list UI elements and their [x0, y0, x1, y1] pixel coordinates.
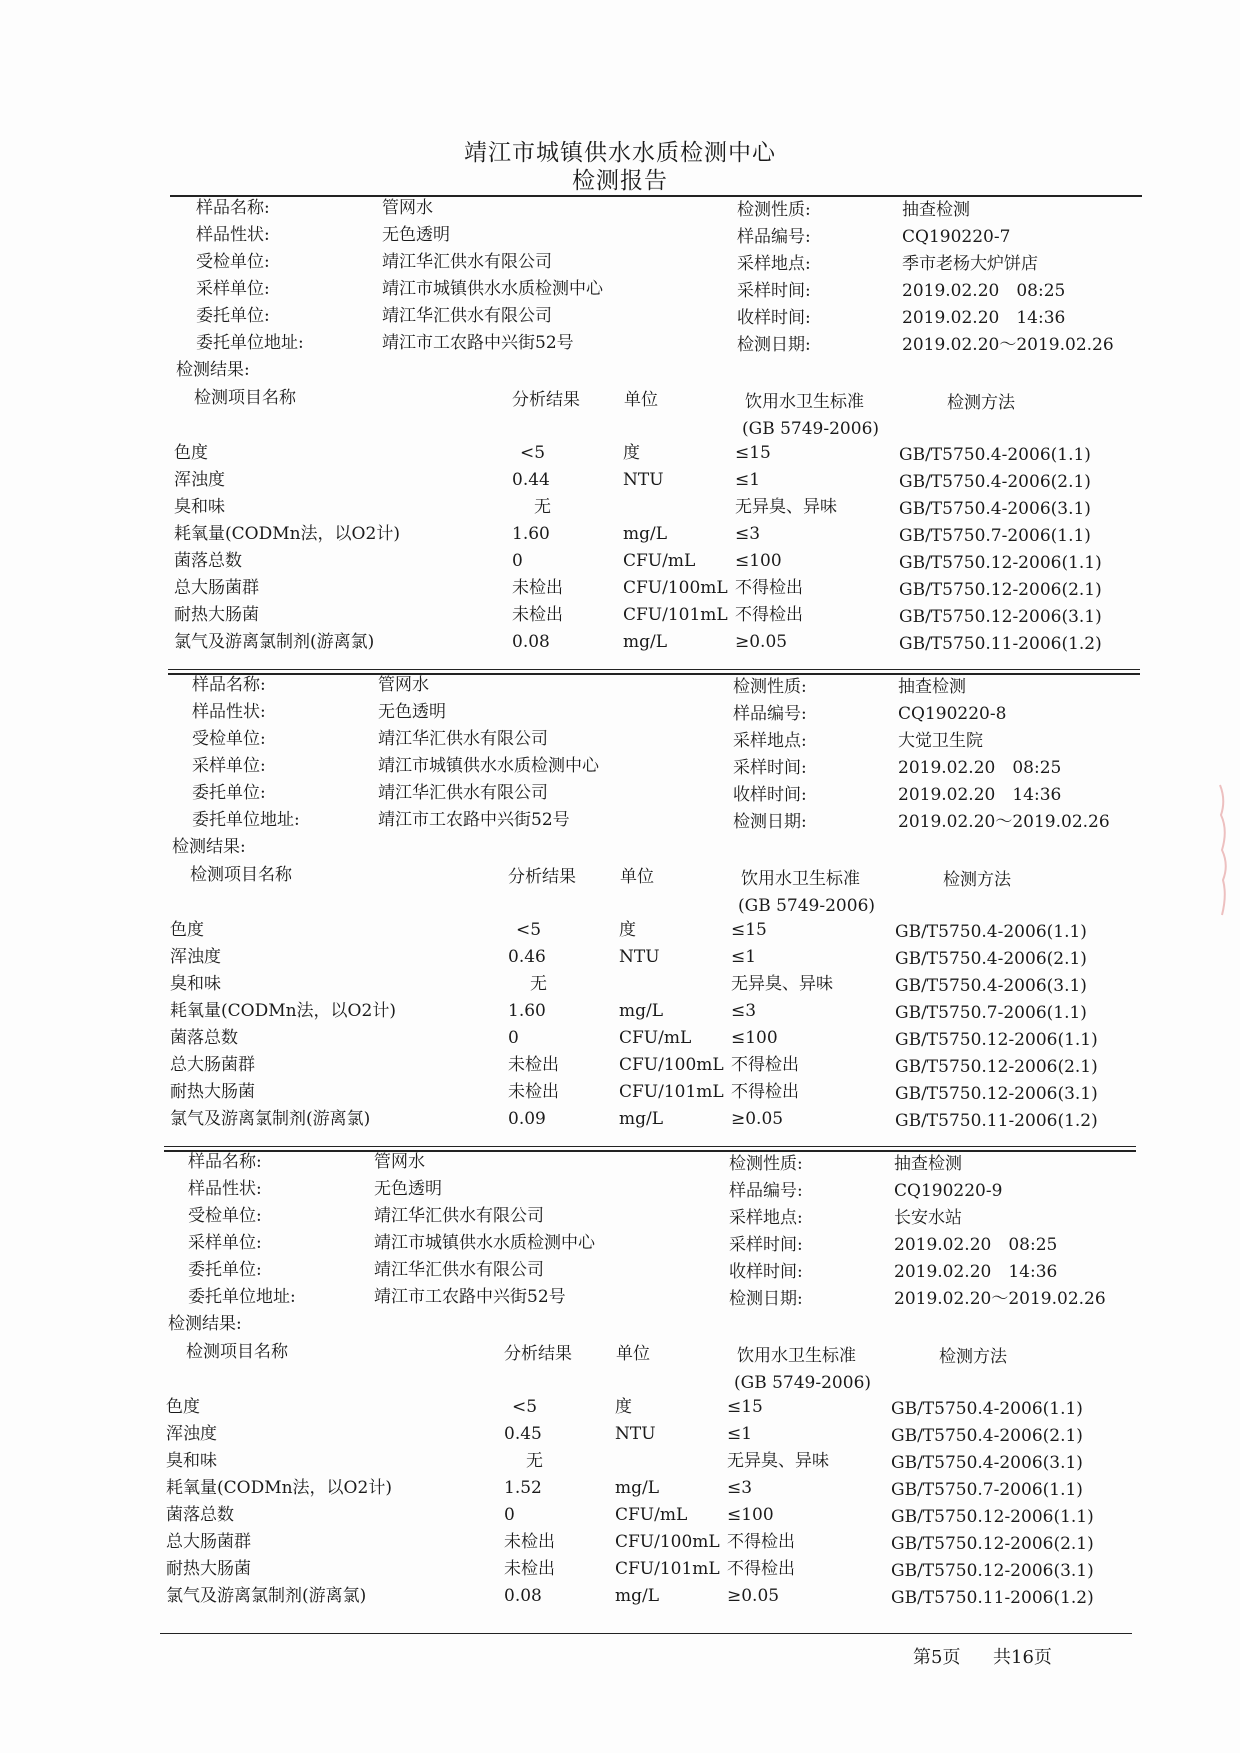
cell-result: 0: [512, 551, 523, 571]
cell-result: <5: [516, 920, 542, 940]
field-label-sampling-unit: 采样单位:: [188, 1233, 262, 1253]
cell-unit: mg/L: [615, 1586, 660, 1606]
col-header-method: 检测方法: [947, 393, 1015, 413]
stamp-mark: [1218, 780, 1232, 920]
cell-method: GB/T5750.7-2006(1.1): [899, 526, 1091, 546]
cell-standard: ≥0.05: [731, 1109, 784, 1129]
field-label-sample-name: 样品名称:: [196, 198, 270, 218]
field-value-inspected-unit: 靖江华汇供水有限公司: [382, 252, 552, 272]
cell-item: 氯气及游离氯制剂(游离氯): [174, 632, 375, 652]
cell-standard: ≤15: [735, 443, 771, 463]
results-label: 检测结果:: [172, 837, 246, 857]
cell-method: GB/T5750.12-2006(3.1): [891, 1561, 1094, 1581]
results-label: 检测结果:: [168, 1314, 242, 1334]
field-label-sampling-time: 采样时间:: [733, 758, 807, 778]
cell-unit: CFU/mL: [619, 1028, 692, 1048]
field-value-sampling-time: 2019.02.20 08:25: [898, 758, 1062, 778]
cell-result: 0.45: [504, 1424, 542, 1444]
cell-result: 未检出: [508, 1055, 559, 1075]
field-value-receive-time: 2019.02.20 14:36: [894, 1262, 1058, 1282]
cell-standard: ≤15: [727, 1397, 763, 1417]
cell-item: 耗氧量(CODMn法，以O2计): [170, 1001, 396, 1021]
cell-method: GB/T5750.11-2006(1.2): [891, 1588, 1094, 1608]
cell-method: GB/T5750.7-2006(1.1): [891, 1480, 1083, 1500]
field-value-sampling-unit: 靖江市城镇供水水质检测中心: [374, 1233, 595, 1253]
cell-result: 无: [534, 497, 551, 517]
field-value-sample-name: 管网水: [378, 675, 429, 695]
field-value-sampling-location: 长安水站: [894, 1208, 962, 1228]
field-label-inspected-unit: 受检单位:: [192, 729, 266, 749]
cell-unit: NTU: [615, 1424, 656, 1444]
field-value-client-address: 靖江市工农路中兴街52号: [374, 1287, 566, 1307]
field-label-sample-no: 样品编号:: [737, 227, 811, 247]
cell-method: GB/T5750.12-2006(2.1): [891, 1534, 1094, 1554]
field-label-test-nature: 检测性质:: [729, 1154, 803, 1174]
cell-standard: 不得检出: [735, 578, 803, 598]
field-label-client-unit: 委托单位:: [192, 783, 266, 803]
field-value-inspected-unit: 靖江华汇供水有限公司: [374, 1206, 544, 1226]
block-divider: [168, 669, 1140, 670]
cell-result: 0: [504, 1505, 515, 1525]
field-label-inspected-unit: 受检单位:: [196, 252, 270, 272]
col-header-result: 分析结果: [508, 867, 576, 887]
cell-item: 耐热大肠菌: [174, 605, 259, 625]
results-label: 检测结果:: [176, 360, 250, 380]
cell-result: 0.08: [512, 632, 550, 652]
cell-result: 未检出: [504, 1559, 555, 1579]
cell-method: GB/T5750.12-2006(1.1): [891, 1507, 1094, 1527]
col-header-standard-ref: (GB 5749-2006): [738, 896, 876, 916]
field-label-client-address: 委托单位地址:: [192, 810, 300, 830]
col-header-unit: 单位: [624, 390, 658, 410]
field-value-client-unit: 靖江华汇供水有限公司: [374, 1260, 544, 1280]
col-header-standard-ref: (GB 5749-2006): [734, 1373, 872, 1393]
field-value-sampling-unit: 靖江市城镇供水水质检测中心: [382, 279, 603, 299]
cell-unit: mg/L: [623, 632, 668, 652]
field-value-sample-state: 无色透明: [382, 225, 450, 245]
field-value-sample-no: CQ190220-9: [894, 1181, 1003, 1201]
report-title: 检测报告: [572, 168, 668, 194]
field-label-sampling-time: 采样时间:: [729, 1235, 803, 1255]
cell-unit: CFU/100mL: [615, 1532, 720, 1552]
field-label-sample-state: 样品性状:: [188, 1179, 262, 1199]
org-title: 靖江市城镇供水水质检测中心: [464, 140, 776, 166]
cell-unit: 度: [623, 443, 640, 463]
cell-method: GB/T5750.11-2006(1.2): [899, 634, 1102, 654]
cell-unit: CFU/101mL: [619, 1082, 724, 1102]
col-header-standard-ref: (GB 5749-2006): [742, 419, 880, 439]
field-value-sample-name: 管网水: [374, 1152, 425, 1172]
field-value-receive-time: 2019.02.20 14:36: [902, 308, 1066, 328]
cell-unit: CFU/100mL: [619, 1055, 724, 1075]
col-header-unit: 单位: [620, 867, 654, 887]
field-value-receive-time: 2019.02.20 14:36: [898, 785, 1062, 805]
block-divider: [164, 1146, 1136, 1147]
col-header-standard: 饮用水卫生标准: [741, 869, 860, 889]
field-label-client-unit: 委托单位:: [196, 306, 270, 326]
cell-item: 臭和味: [170, 974, 221, 994]
cell-item: 浑浊度: [170, 947, 221, 967]
field-value-test-date: 2019.02.20～2019.02.26: [898, 812, 1110, 832]
cell-unit: 度: [619, 920, 636, 940]
cell-unit: mg/L: [623, 524, 668, 544]
cell-result: 0.46: [508, 947, 546, 967]
cell-result: <5: [520, 443, 546, 463]
col-header-method: 检测方法: [939, 1347, 1007, 1367]
cell-item: 色度: [170, 920, 204, 940]
cell-method: GB/T5750.12-2006(3.1): [899, 607, 1102, 627]
cell-item: 菌落总数: [170, 1028, 238, 1048]
cell-result: 未检出: [508, 1082, 559, 1102]
field-label-sample-no: 样品编号:: [729, 1181, 803, 1201]
col-header-result: 分析结果: [504, 1344, 572, 1364]
cell-result: 无: [526, 1451, 543, 1471]
cell-item: 菌落总数: [174, 551, 242, 571]
cell-result: 无: [530, 974, 547, 994]
cell-method: GB/T5750.4-2006(1.1): [895, 922, 1087, 942]
field-value-inspected-unit: 靖江华汇供水有限公司: [378, 729, 548, 749]
field-value-sample-no: CQ190220-7: [902, 227, 1011, 247]
field-value-sampling-location: 季市老杨大炉饼店: [902, 254, 1038, 274]
cell-item: 臭和味: [166, 1451, 217, 1471]
cell-result: 0.44: [512, 470, 550, 490]
field-label-test-date: 检测日期:: [733, 812, 807, 832]
cell-method: GB/T5750.12-2006(2.1): [895, 1057, 1098, 1077]
cell-item: 总大肠菌群: [170, 1055, 255, 1075]
cell-item: 色度: [166, 1397, 200, 1417]
cell-standard: 不得检出: [731, 1055, 799, 1075]
field-label-inspected-unit: 受检单位:: [188, 1206, 262, 1226]
cell-item: 耐热大肠菌: [170, 1082, 255, 1102]
field-label-client-address: 委托单位地址:: [188, 1287, 296, 1307]
cell-result: 未检出: [504, 1532, 555, 1552]
cell-method: GB/T5750.4-2006(2.1): [891, 1426, 1083, 1446]
cell-unit: mg/L: [619, 1001, 664, 1021]
cell-result: 1.52: [504, 1478, 542, 1498]
cell-standard: ≤100: [735, 551, 782, 571]
field-value-sample-name: 管网水: [382, 198, 433, 218]
field-label-sampling-location: 采样地点:: [729, 1208, 803, 1228]
col-header-item: 检测项目名称: [186, 1342, 288, 1362]
field-value-client-unit: 靖江华汇供水有限公司: [378, 783, 548, 803]
cell-standard: ≤3: [727, 1478, 753, 1498]
cell-item: 氯气及游离氯制剂(游离氯): [166, 1586, 367, 1606]
field-value-sampling-location: 大觉卫生院: [898, 731, 983, 751]
cell-method: GB/T5750.4-2006(2.1): [899, 472, 1091, 492]
cell-standard: ≤100: [731, 1028, 778, 1048]
cell-method: GB/T5750.4-2006(3.1): [899, 499, 1091, 519]
cell-standard: ≤3: [731, 1001, 757, 1021]
cell-method: GB/T5750.7-2006(1.1): [895, 1003, 1087, 1023]
block-divider: [164, 1150, 1136, 1152]
field-label-sample-state: 样品性状:: [192, 702, 266, 722]
field-label-client-unit: 委托单位:: [188, 1260, 262, 1280]
cell-standard: 不得检出: [727, 1559, 795, 1579]
field-value-sample-no: CQ190220-8: [898, 704, 1007, 724]
cell-item: 总大肠菌群: [174, 578, 259, 598]
cell-result: 1.60: [512, 524, 550, 544]
field-label-sampling-time: 采样时间:: [737, 281, 811, 301]
field-value-client-unit: 靖江华汇供水有限公司: [382, 306, 552, 326]
cell-standard: ≤1: [731, 947, 757, 967]
cell-item: 耐热大肠菌: [166, 1559, 251, 1579]
field-label-test-date: 检测日期:: [737, 335, 811, 355]
cell-standard: ≥0.05: [727, 1586, 780, 1606]
cell-unit: CFU/101mL: [615, 1559, 720, 1579]
cell-standard: ≤100: [727, 1505, 774, 1525]
cell-unit: mg/L: [619, 1109, 664, 1129]
cell-item: 菌落总数: [166, 1505, 234, 1525]
cell-unit: CFU/100mL: [623, 578, 728, 598]
field-label-client-address: 委托单位地址:: [196, 333, 304, 353]
cell-standard: 无异臭、异味: [735, 497, 837, 517]
cell-standard: 不得检出: [731, 1082, 799, 1102]
cell-method: GB/T5750.4-2006(3.1): [895, 976, 1087, 996]
cell-result: 未检出: [512, 605, 563, 625]
block-divider: [168, 673, 1140, 675]
cell-method: GB/T5750.4-2006(2.1): [895, 949, 1087, 969]
cell-item: 氯气及游离氯制剂(游离氯): [170, 1109, 371, 1129]
cell-method: GB/T5750.4-2006(3.1): [891, 1453, 1083, 1473]
cell-method: GB/T5750.11-2006(1.2): [895, 1111, 1098, 1131]
field-value-test-nature: 抽查检测: [902, 200, 970, 220]
field-value-test-nature: 抽查检测: [898, 677, 966, 697]
col-header-method: 检测方法: [943, 870, 1011, 890]
field-value-sample-state: 无色透明: [378, 702, 446, 722]
field-label-test-nature: 检测性质:: [737, 200, 811, 220]
cell-method: GB/T5750.12-2006(2.1): [899, 580, 1102, 600]
col-header-unit: 单位: [616, 1344, 650, 1364]
field-value-sampling-unit: 靖江市城镇供水水质检测中心: [378, 756, 599, 776]
field-label-receive-time: 收样时间:: [733, 785, 807, 805]
cell-standard: ≤3: [735, 524, 761, 544]
field-label-sampling-unit: 采样单位:: [192, 756, 266, 776]
field-label-sample-name: 样品名称:: [192, 675, 266, 695]
cell-method: GB/T5750.12-2006(1.1): [899, 553, 1102, 573]
cell-standard: 不得检出: [727, 1532, 795, 1552]
field-value-client-address: 靖江市工农路中兴街52号: [378, 810, 570, 830]
cell-unit: 度: [615, 1397, 632, 1417]
cell-method: GB/T5750.4-2006(1.1): [899, 445, 1091, 465]
field-value-test-date: 2019.02.20～2019.02.26: [902, 335, 1114, 355]
field-label-test-date: 检测日期:: [729, 1289, 803, 1309]
cell-standard: ≤1: [727, 1424, 753, 1444]
cell-result: 未检出: [512, 578, 563, 598]
cell-standard: 无异臭、异味: [731, 974, 833, 994]
cell-unit: CFU/mL: [623, 551, 696, 571]
field-label-sample-state: 样品性状:: [196, 225, 270, 245]
cell-unit: CFU/mL: [615, 1505, 688, 1525]
col-header-result: 分析结果: [512, 390, 580, 410]
page-total: 共16页: [993, 1647, 1052, 1668]
col-header-standard: 饮用水卫生标准: [737, 1346, 856, 1366]
cell-item: 耗氧量(CODMn法，以O2计): [174, 524, 400, 544]
cell-item: 总大肠菌群: [166, 1532, 251, 1552]
cell-result: 1.60: [508, 1001, 546, 1021]
cell-item: 臭和味: [174, 497, 225, 517]
cell-item: 耗氧量(CODMn法，以O2计): [166, 1478, 392, 1498]
field-value-client-address: 靖江市工农路中兴街52号: [382, 333, 574, 353]
col-header-item: 检测项目名称: [190, 865, 292, 885]
field-value-test-date: 2019.02.20～2019.02.26: [894, 1289, 1106, 1309]
cell-result: 0.08: [504, 1586, 542, 1606]
field-value-sampling-time: 2019.02.20 08:25: [902, 281, 1066, 301]
field-label-sample-name: 样品名称:: [188, 1152, 262, 1172]
cell-item: 浑浊度: [174, 470, 225, 490]
field-label-sampling-location: 采样地点:: [737, 254, 811, 274]
cell-standard: 无异臭、异味: [727, 1451, 829, 1471]
cell-standard: ≤15: [731, 920, 767, 940]
page-number: 第5页: [913, 1647, 961, 1668]
field-value-sampling-time: 2019.02.20 08:25: [894, 1235, 1058, 1255]
cell-item: 色度: [174, 443, 208, 463]
cell-standard: ≥0.05: [735, 632, 788, 652]
field-label-receive-time: 收样时间:: [729, 1262, 803, 1282]
field-value-sample-state: 无色透明: [374, 1179, 442, 1199]
cell-standard: ≤1: [735, 470, 761, 490]
cell-result: <5: [512, 1397, 538, 1417]
cell-item: 浑浊度: [166, 1424, 217, 1444]
cell-result: 0: [508, 1028, 519, 1048]
field-label-sampling-unit: 采样单位:: [196, 279, 270, 299]
cell-unit: NTU: [619, 947, 660, 967]
cell-method: GB/T5750.12-2006(1.1): [895, 1030, 1098, 1050]
bottom-rule: [160, 1633, 1132, 1634]
cell-unit: CFU/101mL: [623, 605, 728, 625]
col-header-standard: 饮用水卫生标准: [745, 392, 864, 412]
cell-unit: NTU: [623, 470, 664, 490]
cell-method: GB/T5750.12-2006(3.1): [895, 1084, 1098, 1104]
field-value-test-nature: 抽查检测: [894, 1154, 962, 1174]
field-label-sample-no: 样品编号:: [733, 704, 807, 724]
cell-result: 0.09: [508, 1109, 546, 1129]
col-header-item: 检测项目名称: [194, 388, 296, 408]
field-label-test-nature: 检测性质:: [733, 677, 807, 697]
cell-standard: 不得检出: [735, 605, 803, 625]
cell-unit: mg/L: [615, 1478, 660, 1498]
cell-method: GB/T5750.4-2006(1.1): [891, 1399, 1083, 1419]
field-label-receive-time: 收样时间:: [737, 308, 811, 328]
field-label-sampling-location: 采样地点:: [733, 731, 807, 751]
